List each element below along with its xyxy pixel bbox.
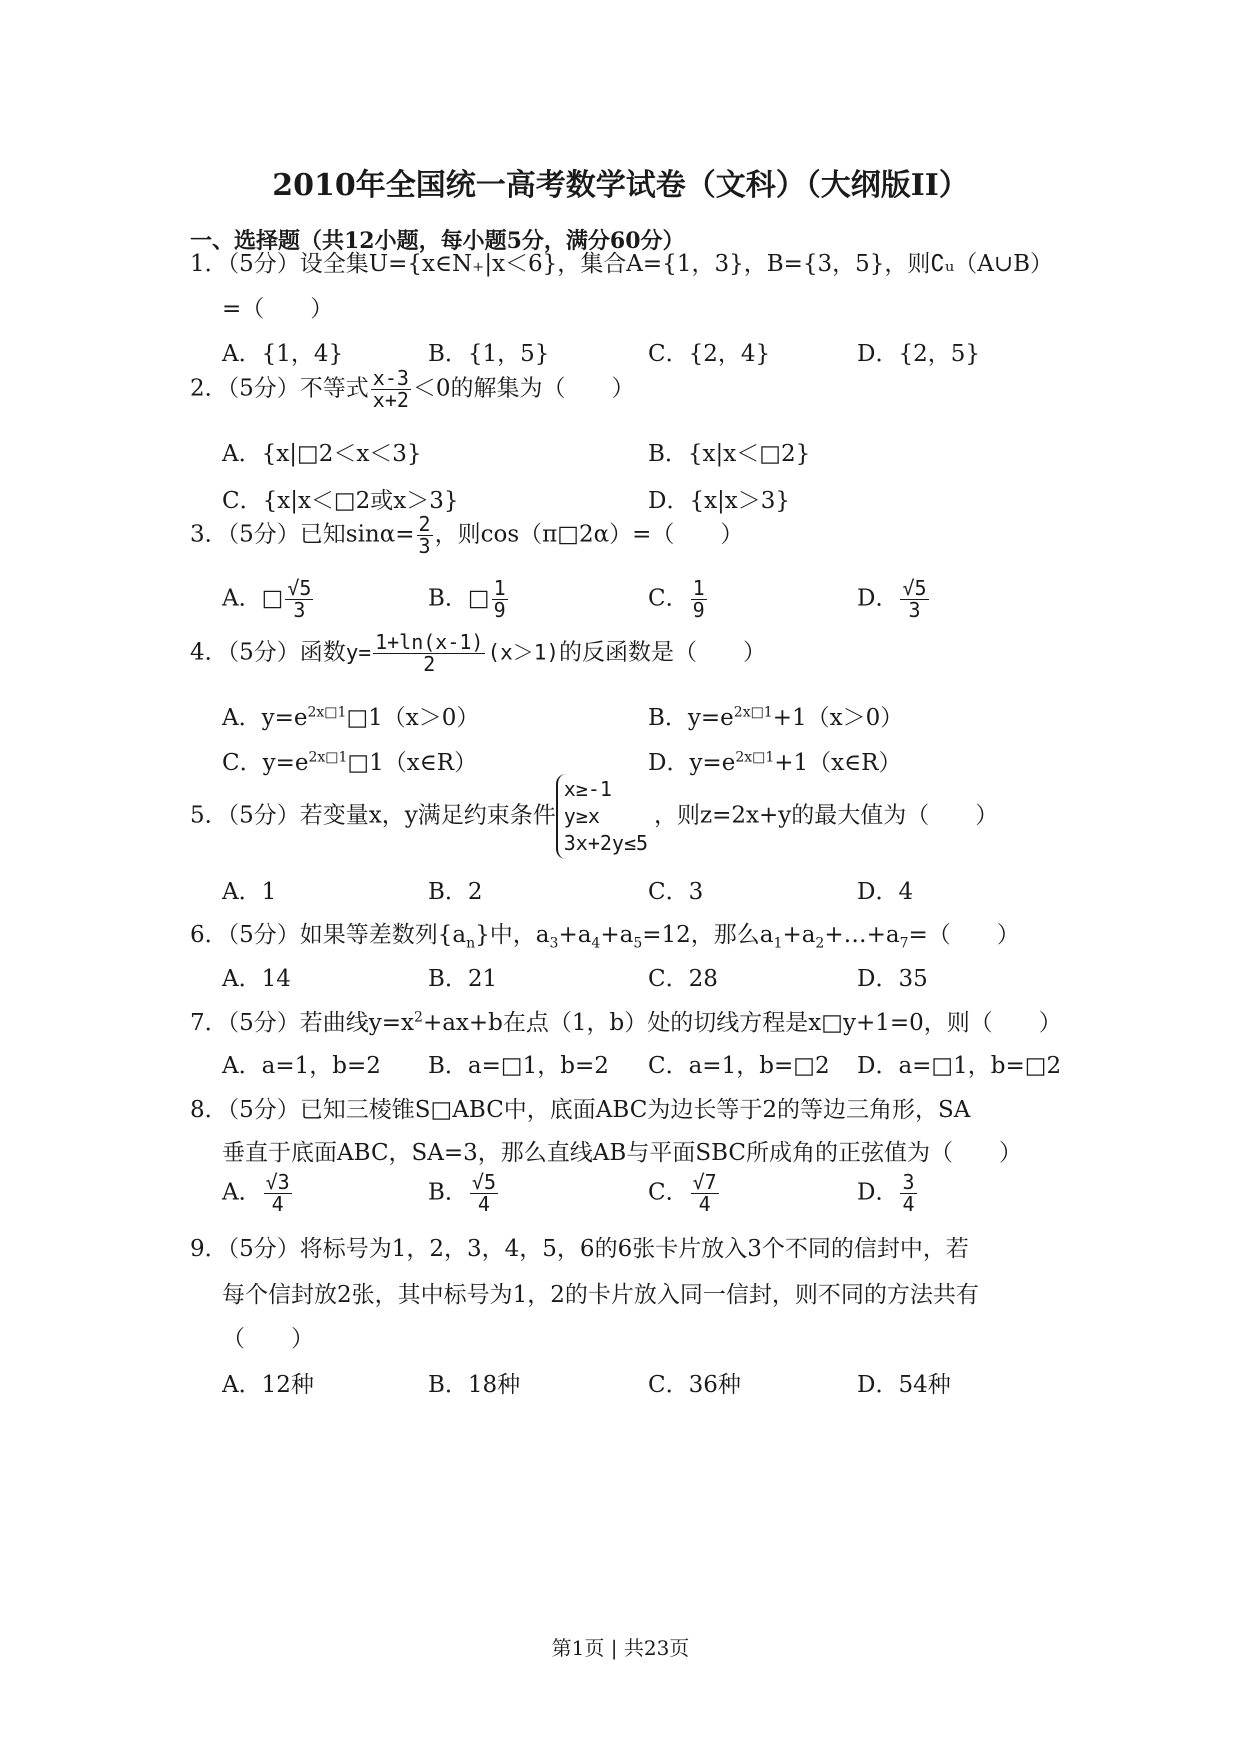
option-text-end: +1（x＞0）: [772, 705, 904, 731]
option-text: A．y=e: [222, 705, 308, 731]
fraction-denominator: 3: [293, 598, 306, 622]
subscript: 5: [633, 935, 643, 952]
q3-option-b: [428, 578, 510, 621]
option-label: A．: [222, 1179, 262, 1206]
fraction-numerator: √5: [471, 1170, 496, 1194]
subscript: 3: [549, 935, 559, 952]
option-label: C．: [648, 585, 689, 612]
fraction-numerator: 1: [493, 576, 506, 600]
q7-option-d: D．a=□1，b=□2: [857, 1053, 1062, 1079]
fraction-denominator: x+2: [372, 388, 409, 412]
q8-option-c: [648, 1172, 721, 1215]
q1-option-a: A．{1，4}: [222, 341, 344, 367]
option-label: D．: [857, 585, 899, 612]
question-2-text-end: ＜0的解集为（ ）: [412, 375, 635, 402]
q9-option-d: D．54种: [857, 1372, 951, 1398]
fraction-denominator: 2: [423, 652, 436, 676]
text: +a: [782, 922, 816, 948]
text: =（ ）: [908, 922, 1020, 948]
q8-option-a: [222, 1172, 294, 1215]
q4-option-b: [648, 699, 903, 732]
fraction-numerator: √5: [902, 576, 927, 600]
page-title: 2010年全国统一高考数学试卷（文科）（大纲版II）: [272, 168, 969, 203]
constraint-3: 3x+2y≤5: [563, 831, 649, 855]
option-text: D．y=e: [648, 750, 736, 776]
q6-option-c: C．28: [648, 966, 718, 992]
text: 7．（5分）若曲线y=x: [190, 1010, 415, 1036]
question-7: [190, 1004, 1062, 1037]
option-text-end: +1（x∈R）: [774, 750, 902, 776]
option-label: A．□: [222, 585, 284, 612]
q1-option-b: B．{1，5}: [428, 341, 550, 367]
question-2-text: 2．（5分）不等式: [190, 375, 369, 402]
exponent: 2x□1: [308, 749, 348, 766]
fraction: [285, 578, 313, 621]
fraction: [691, 1172, 719, 1215]
option-label: C．: [648, 1179, 689, 1206]
fraction: [900, 578, 928, 621]
exponent: 2: [414, 1009, 423, 1026]
q9-option-b: B．18种: [428, 1372, 521, 1398]
question-8: 8．（5分）已知三棱锥S□ABC中，底面ABC为边长等于2的等边三角形，SA: [190, 1097, 971, 1123]
subscript: 2: [815, 935, 825, 952]
fraction: [492, 578, 508, 621]
fraction-numerator: x-3: [372, 366, 409, 390]
question-2: [190, 368, 635, 411]
fraction: [470, 1172, 498, 1215]
text: 6．（5分）如果等差数列{a: [190, 922, 467, 948]
fraction-denominator: 3: [908, 598, 921, 622]
fraction-denominator: 3: [418, 534, 431, 558]
fraction-numerator: 1+ln(x-1): [375, 630, 484, 654]
question-4: [190, 632, 766, 675]
subscript: 1: [773, 935, 783, 952]
q7-option-b: B．a=□1，b=2: [428, 1053, 609, 1079]
fraction-denominator: 9: [692, 598, 705, 622]
fraction-numerator: 1: [692, 576, 705, 600]
fraction: [417, 514, 433, 557]
text: =12，那么a: [642, 922, 774, 948]
text: }中，a: [475, 922, 550, 948]
q9-option-a: A．12种: [222, 1372, 314, 1398]
constraint-system: [556, 774, 654, 859]
fraction-numerator: √3: [265, 1170, 290, 1194]
option-label: B．: [428, 1179, 468, 1206]
option-label: D．: [857, 1179, 899, 1206]
q1-option-d: D．{2，5}: [857, 341, 980, 367]
fraction: [373, 632, 485, 675]
q6-option-b: B．21: [428, 966, 498, 992]
question-1-continuation: =（ ）: [222, 296, 334, 322]
question-9-answer-blank: （ ）: [222, 1326, 314, 1352]
fraction-numerator: 2: [418, 512, 431, 536]
text: +a: [558, 922, 592, 948]
q4-option-a: [222, 699, 479, 732]
text: +…+a: [824, 922, 900, 948]
q1-option-c: C．{2，4}: [648, 341, 771, 367]
fraction-denominator: 4: [271, 1192, 284, 1216]
fraction-denominator: 4: [902, 1192, 915, 1216]
fraction: [691, 578, 707, 621]
question-5-text: 5．（5分）若变量x，y满足约束条件: [190, 802, 556, 829]
question-1: 1．（5分）设全集U={x∈N₊|x＜6}，集合A={1，3}，B={3，5}，则∁ᵤ（A∪B）: [190, 251, 1054, 277]
fraction-denominator: 4: [477, 1192, 490, 1216]
exponent: 2x□1: [735, 749, 775, 766]
q2-option-d: D．{x|x＞3}: [648, 488, 791, 514]
question-9-continuation: 每个信封放2张，其中标号为1，2的卡片放入同一信封，则不同的方法共有: [222, 1282, 979, 1308]
question-6: [190, 916, 1020, 952]
constraint-1: x≥-1: [563, 777, 612, 801]
q5-option-d: D．4: [857, 879, 914, 905]
function-y: y=: [345, 640, 372, 665]
exponent: 2x□1: [307, 704, 347, 721]
q7-option-a: A．a=1，b=2: [222, 1053, 381, 1079]
subscript: n: [466, 935, 476, 952]
subscript: 4: [591, 935, 601, 952]
text: +a: [600, 922, 634, 948]
q3-option-a: [222, 578, 315, 621]
q4-option-c: [222, 744, 477, 777]
question-3-text: 3．（5分）已知sinα=: [190, 521, 415, 548]
question-3-text-end: ，则cos（π□2α）=（ ）: [434, 521, 744, 548]
q2-option-a: A．{x|□2＜x＜3}: [222, 441, 422, 467]
question-4-text-end: 的反函数是（ ）: [559, 639, 767, 666]
fraction-denominator: 4: [698, 1192, 711, 1216]
fraction: [900, 1172, 916, 1215]
question-3: [190, 514, 743, 557]
option-text-end: □1（x＞0）: [346, 705, 480, 731]
section-heading: 一、选择题（共12小题，每小题5分，满分60分）: [190, 228, 685, 254]
q3-option-c: [648, 578, 709, 621]
subscript: 7: [899, 935, 909, 952]
fraction-numerator: √5: [287, 576, 312, 600]
exponent: 2x□1: [733, 704, 773, 721]
q8-option-b: [428, 1172, 500, 1215]
q4-option-d: [648, 744, 901, 777]
option-text-end: □1（x∈R）: [347, 750, 478, 776]
q5-option-c: C．3: [648, 879, 704, 905]
fraction-numerator: √7: [692, 1170, 717, 1194]
question-8-continuation: 垂直于底面ABC，SA=3，那么直线AB与平面SBC所成角的正弦值为（ ）: [222, 1140, 1023, 1166]
q5-option-a: A．1: [222, 879, 277, 905]
q8-option-d: [857, 1172, 919, 1215]
page-footer: 第1页 | 共23页: [551, 1636, 690, 1660]
question-4-text: 4．（5分）函数: [190, 639, 346, 666]
text: +ax+b在点（1，b）处的切线方程是x□y+1=0，则（ ）: [422, 1010, 1062, 1036]
option-text: B．y=e: [648, 705, 734, 731]
q6-option-a: A．14: [222, 966, 291, 992]
q2-option-c: C．{x|x＜□2或x＞3}: [222, 488, 459, 514]
question-5-text-end: ，则z=2x+y的最大值为（ ）: [654, 802, 999, 829]
option-text: C．y=e: [222, 750, 309, 776]
fraction-denominator: 9: [493, 598, 506, 622]
domain-condition: (x＞1): [487, 640, 560, 665]
q3-option-d: [857, 578, 931, 621]
fraction: [371, 368, 411, 411]
constraint-2: y≥x: [563, 804, 600, 828]
q7-option-c: C．a=1，b=□2: [648, 1053, 830, 1079]
option-label: B．□: [428, 585, 490, 612]
question-9: 9．（5分）将标号为1，2，3，4，5，6的6张卡片放入3个不同的信封中，若: [190, 1236, 969, 1262]
q9-option-c: C．36种: [648, 1372, 741, 1398]
question-5: [190, 774, 998, 859]
fraction-numerator: 3: [902, 1170, 915, 1194]
q5-option-b: B．2: [428, 879, 483, 905]
q6-option-d: D．35: [857, 966, 928, 992]
fraction: [264, 1172, 292, 1215]
q2-option-b: B．{x|x＜□2}: [648, 441, 811, 467]
